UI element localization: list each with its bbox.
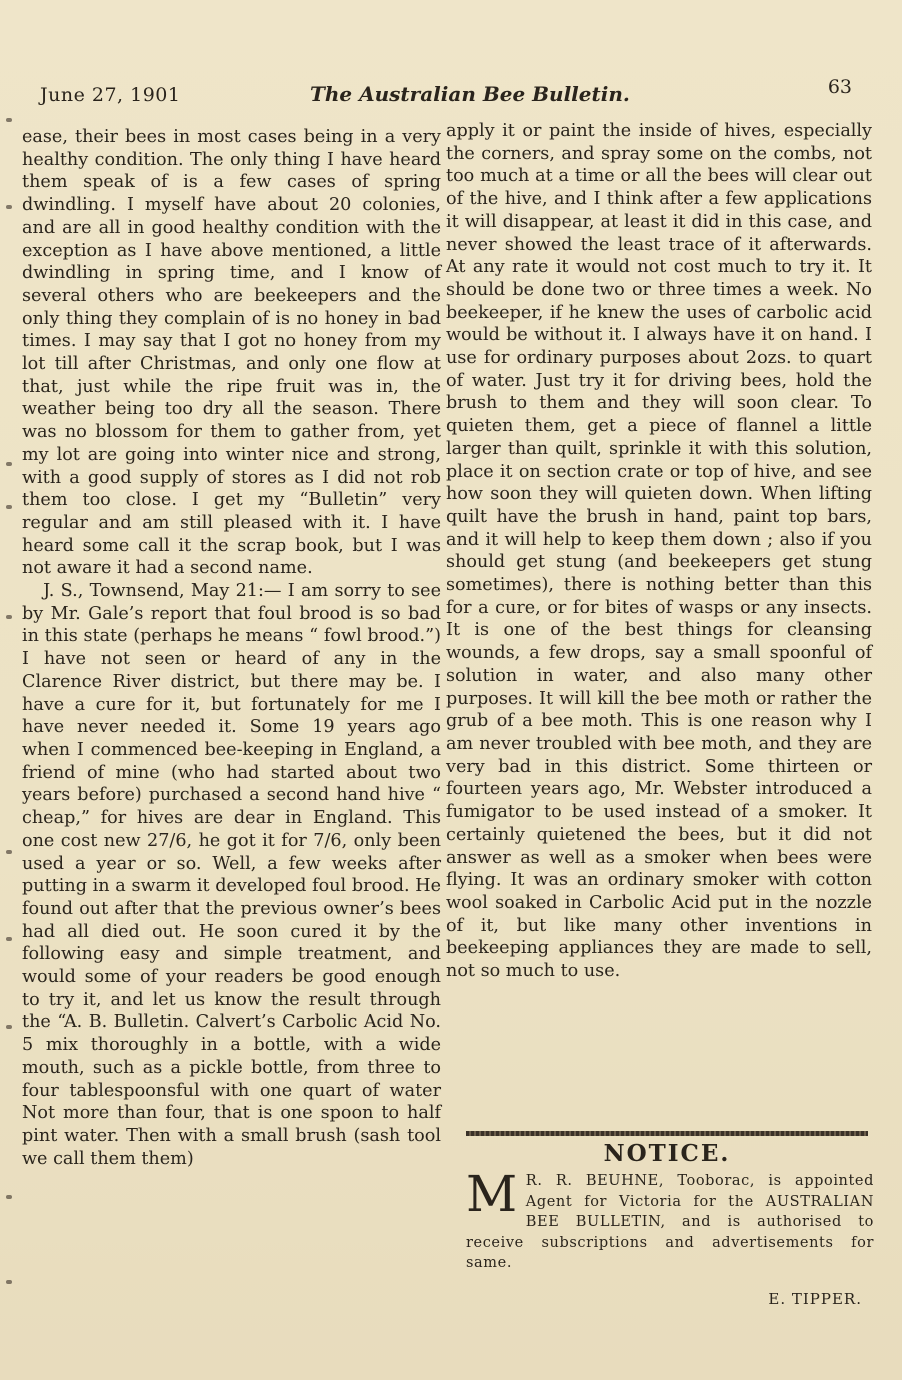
margin-mark [6, 1280, 12, 1284]
margin-mark [6, 118, 12, 122]
notice-text: R. R. BEUHNE, Tooborac, is appointed Agent for Victoria for the AUSTRALIAN BEE BULLETIN, and is authorised to receive subscriptions and advertisements for same. [466, 1173, 874, 1271]
page-header [40, 76, 852, 110]
left-paragraph-1: ease, their bees in most cases being in a very healthy condition. The only thing I have heard them speak of is a few cases of spring dwindling. I myself have about 20 colonies, and are all in good healthy condition with the exception as I have above mentioned, a little dwindling in spring time, and I know of several others who are beekeepers and the only thing they complain of is no honey in bad times. I may say that I got no honey from my lot till after Christmas, and only one flow at that, just while the ripe fruit was in, the weather being too dry all the season. There was no blossom for them to gather from, yet my lot are going into winter nice and strong, with a good supply of stores as I did not rob them too close. I get my “Bulletin” very regular and am still pleased with it. I have heard some call it the scrap book, but I was not aware it had a second name. [22, 127, 441, 579]
notice-body [466, 1165, 874, 1274]
margin-mark [6, 505, 12, 509]
right-column [446, 120, 872, 983]
notice-dropcap: M [466, 1165, 518, 1223]
notice-signature: E. TIPPER. [768, 1290, 862, 1308]
page-number: 63 [827, 76, 852, 98]
right-paragraph-1: apply it or paint the inside of hives, especially the corners, and spray some on the combs, not too much at a time or all the bees will clear out of the hive, and I think after a few applications it will disappear, at least it did in this case, and never showed the least trace of it afterwards. At any rate it would not cost much to try it. It should be done two or three times a week. No beekeeper, if he knew the uses of carbolic acid would be without it. I always have it on hand. I use for ordinary purposes about 2ozs. to quart of water. Just try it for driving bees, hold the brush to them and they will soon clear. To quieten them, get a piece of flannel a little larger than quilt, sprinkle it with this solution, place it on section crate or top of hive, and see how soon they will quieten down. When lifting quilt have the brush in hand, paint top bars, and it will help to keep them down ; also if you should get stung (and beekeepers get stung sometimes), there is nothing better than this for a cure, or for bites of wasps or any insects. It is one of the best things for cleansing wounds, a few drops, say a small spoonful of solution in water, and also many other purposes. It will kill the bee moth or rather the grub of a bee moth. This is one reason why I am never troubled with bee moth, and they are very bad in this district. Some thirteen or fourteen years ago, Mr. Webster introduced a fumigator to be used instead of a smoker. It certainly quietened the bees, but it did not answer as well as a smoker when bees were flying. It was an ordinary smoker with cotton wool soaked in Carbolic Acid put in the nozzle of it, but like many other inventions in beekeeping appliances they are made to sell, not so much to use. [446, 121, 872, 982]
margin-mark [6, 1195, 12, 1199]
margin-mark [6, 205, 12, 209]
publication-title: The Australian Bee Bulletin. [310, 82, 630, 106]
margin-mark [6, 850, 12, 854]
section-divider [466, 1131, 868, 1136]
left-paragraph-2: J. S., Townsend, May 21:— I am sorry to see by Mr. Gale’s report that foul brood is so bad in this state (perhaps he means “ fowl brood.”) I have not seen or heard of any in the Clarence River district, but there may be. I have a cure for it, but fortunately for me I have never needed it. Some 19 years ago when I commenced bee-keeping in England, a friend of mine (who had started about two years before) purchased a second hand hive “ cheap,” for hives are dear in England. This one cost new 27/6, he got it for 7/6, only been used a year or so. Well, a few weeks after putting in a swarm it developed foul brood. He found out after that the previous owner’s bees had all died out. He soon cured it by the following easy and simple treatment, and would some of your readers be good enough to try it, and let us know the result through the “A. B. Bulletin. Calvert’s Carbolic Acid No. 5 mix thoroughly in a bottle, with a wide mouth, such as a pickle bottle, from three to four tablespoonsful with one quart of water Not more than four, that is one spoon to half pint water. Then with a small brush (sash tool we call them them) [22, 581, 441, 1169]
notice-heading: NOTICE. [603, 1140, 731, 1167]
margin-mark [6, 937, 12, 941]
margin-mark [6, 615, 12, 619]
left-column [22, 126, 441, 1170]
margin-mark [6, 1025, 12, 1029]
issue-date: June 27, 1901 [40, 84, 181, 106]
margin-mark [6, 462, 12, 466]
